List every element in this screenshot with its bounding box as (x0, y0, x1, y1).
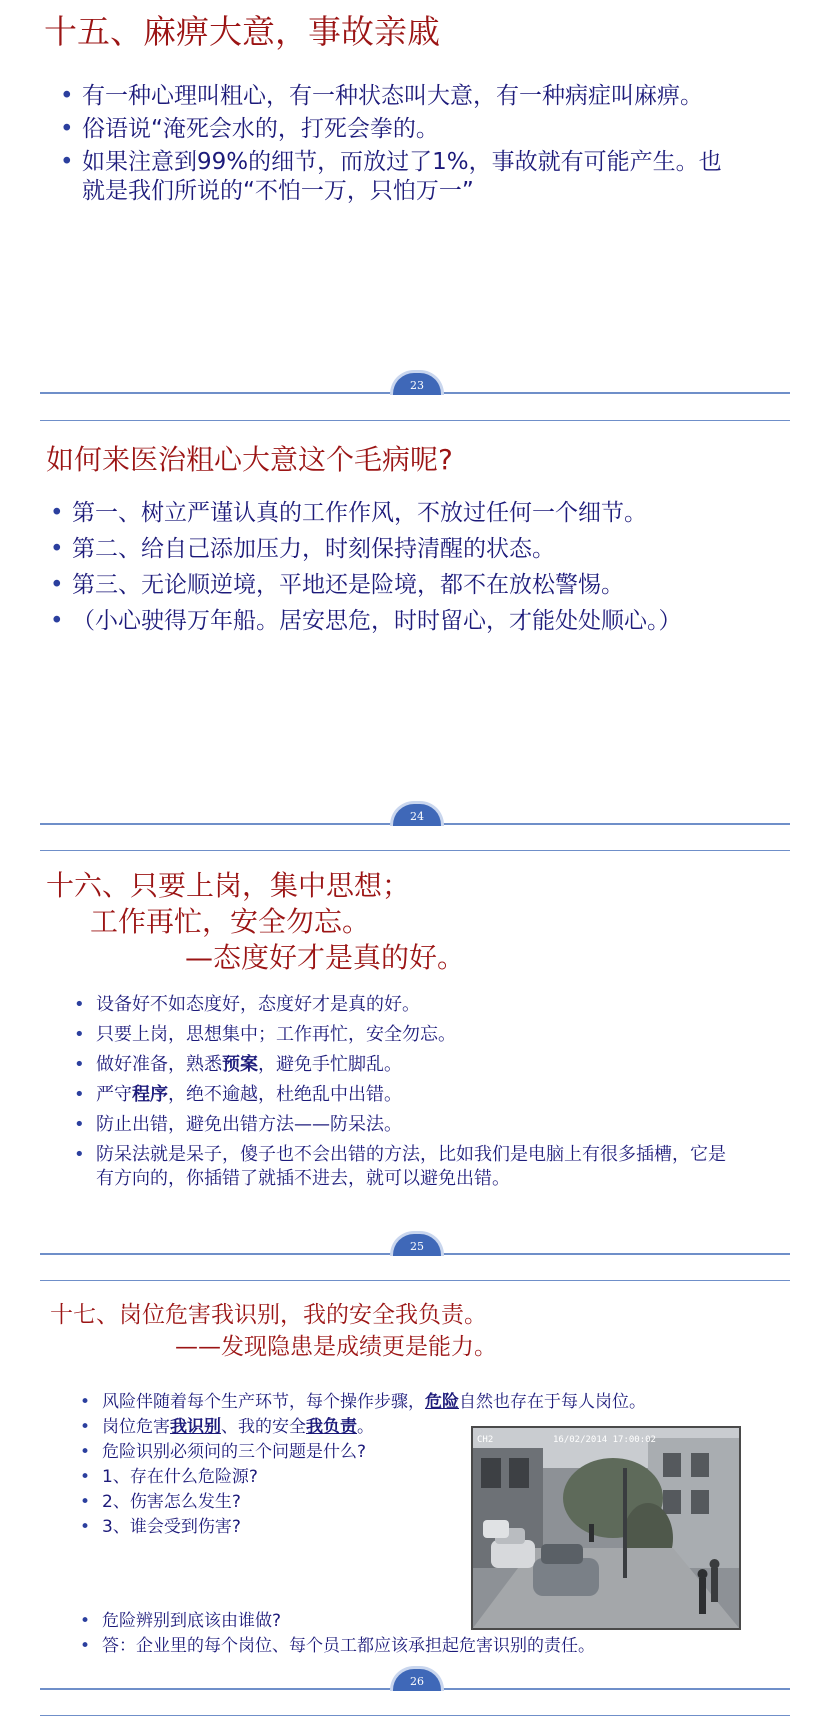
keyword-highlight: 我识别 (170, 1417, 221, 1437)
item-text: 、我的安全 (221, 1417, 306, 1437)
page-number-badge: 23 (390, 370, 444, 395)
camera-timestamp: 16/02/2014 17:00:02 (553, 1435, 656, 1445)
bullet-list (80, 1609, 780, 1659)
slide-subtitle: —态度好才是真的好。 (185, 941, 466, 974)
slide-title-line: 工作再忙，安全勿忘。 (90, 905, 371, 938)
slide-top-rule (40, 850, 790, 851)
list-item (74, 1053, 734, 1077)
list-item: • 第二、给自己添加压力，时刻保持清醒的状态。 (50, 534, 710, 564)
list-item: • 危险识别必须问的三个问题是什么? (80, 1440, 780, 1465)
page-number-badge: 24 (390, 801, 444, 826)
list-item: • 答：企业里的每个岗位、每个员工都应该承担起危害识别的责任。 (80, 1634, 780, 1659)
list-item: • 只要上岗，思想集中；工作再忙，安全勿忘。 (74, 1023, 734, 1047)
item-text: ，避免手忙脚乱。 (258, 1054, 402, 1075)
slide-bottom-rule (40, 1715, 790, 1716)
keyword-highlight: 程序 (132, 1084, 168, 1105)
item-text: 。 (357, 1417, 374, 1437)
list-item: • 危险辨别到底该由谁做? (80, 1609, 780, 1634)
slide-23 (0, 0, 822, 420)
list-item: • 3、谁会受到伤害? (80, 1515, 780, 1540)
list-item: • 设备好不如态度好，态度好才是真的好。 (74, 993, 734, 1017)
slide-title-line: 十七、岗位危害我识别，我的安全我负责。 (50, 1302, 487, 1328)
bullet-list (74, 993, 734, 1191)
list-item: • 防止出错，避免出错方法——防呆法。 (74, 1113, 734, 1137)
list-item: • 1、存在什么危险源? (80, 1465, 780, 1490)
list-item: • 有一种心理叫粗心，有一种状态叫大意，有一种病症叫麻痹。 (60, 82, 740, 111)
list-item: • 第三、无论顺逆境，平地还是险境，都不在放松警惕。 (50, 570, 710, 600)
bullet-list (50, 498, 710, 636)
list-item (80, 1390, 780, 1415)
slide-top-rule (40, 1280, 790, 1281)
keyword-highlight: 危险 (425, 1392, 459, 1412)
surveillance-scene (473, 1428, 739, 1628)
bullet-list (60, 82, 740, 206)
page-number-badge: 25 (390, 1231, 444, 1256)
list-item (74, 1083, 734, 1107)
item-text: 自然也存在于每人岗位。 (459, 1392, 646, 1412)
slide-title: 如何来医治粗心大意这个毛病呢? (46, 443, 453, 476)
item-text: 做好准备，熟悉 (96, 1054, 222, 1075)
slide-title-line: 十六、只要上岗，集中思想； (46, 869, 411, 902)
item-text: 严守 (96, 1084, 132, 1105)
list-item: • （小心驶得万年船。居安思危，时时留心，才能处处顺心。） (50, 606, 710, 636)
list-item: • 2、伤害怎么发生? (80, 1490, 780, 1515)
slide-25 (0, 848, 822, 1278)
slide-top-rule (40, 420, 790, 421)
page-number-badge: 26 (390, 1666, 444, 1691)
item-text: 风险伴随着每个生产环节，每个操作步骤， (102, 1392, 425, 1412)
list-item: • 防呆法就是呆子，傻子也不会出错的方法，比如我们是电脑上有很多插槽，它是有方向的，你插错了就插不进去，就可以避免出错。 (74, 1143, 734, 1191)
keyword-highlight: 我负责 (306, 1417, 357, 1437)
item-text: ，绝不逾越，杜绝乱中出错。 (168, 1084, 402, 1105)
slide-title: 十五、麻痹大意，事故亲戚 (44, 12, 440, 51)
keyword-highlight: 预案 (222, 1054, 258, 1075)
camera-channel-label: CH2 (477, 1435, 494, 1445)
list-item: • 第一、树立严谨认真的工作作风，不放过任何一个细节。 (50, 498, 710, 528)
slide-subtitle: ——发现隐患是成绩更是能力。 (175, 1334, 497, 1360)
list-item: • 如果注意到99%的细节，而放过了1%，事故就有可能产生。也就是我们所说的“不怕一万，只怕万一” (60, 148, 740, 206)
item-text: 岗位危害 (102, 1417, 170, 1437)
surveillance-photo (471, 1426, 741, 1630)
list-item: • 俗语说“淹死会水的，打死会拳的。 (60, 115, 740, 144)
slide-26 (0, 1278, 822, 1723)
slide-24 (0, 418, 822, 850)
